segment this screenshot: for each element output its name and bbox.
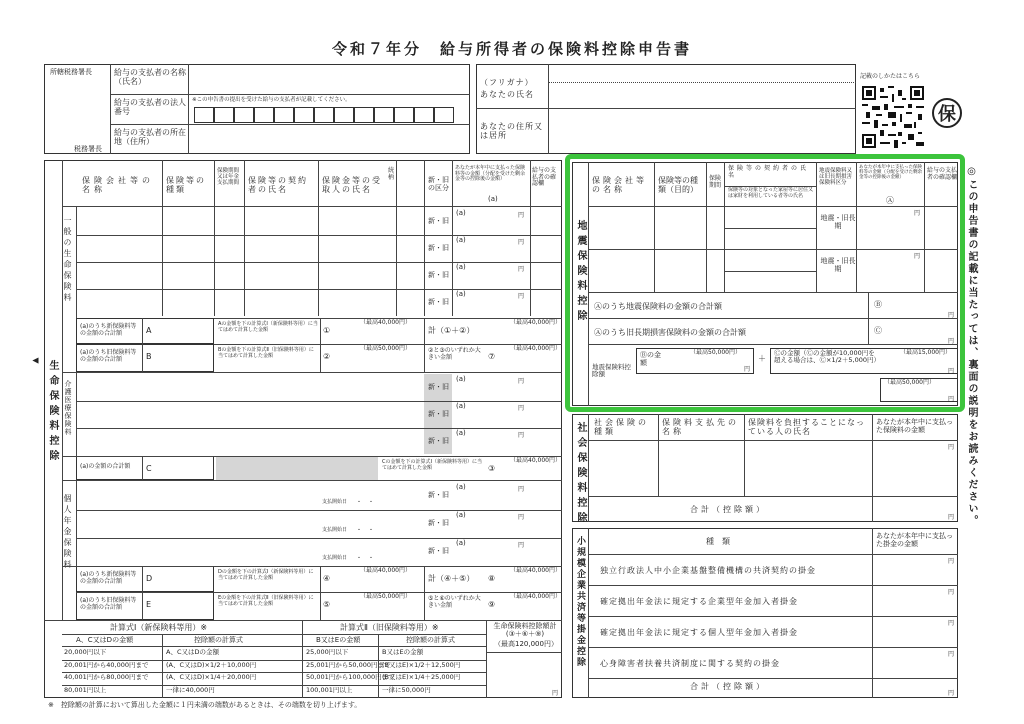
social-section-title: 社会保険料控除: [575, 422, 586, 527]
max-40000-6: （最高40,000円）: [510, 567, 561, 574]
smallbiz-item-yen: 円: [948, 620, 955, 627]
general-row-new-old[interactable]: 新・旧: [428, 244, 449, 252]
life-h-amount: あなたが本年中に支払った保険料等の金額（分配を受けた剰余金等の控除後の金額）: [455, 165, 526, 182]
circ-1: ①: [323, 326, 331, 335]
formula1-calc: (A、C又はD)×1/4＋20,000円: [166, 673, 257, 681]
care-row-new-old[interactable]: 新・旧: [428, 410, 449, 418]
label-d: D: [146, 574, 153, 583]
smallbiz-item: 独立行政法人中小企業基盤整備機構の共済契約の掛金: [600, 566, 816, 575]
pension-a-mark: (a): [456, 511, 466, 519]
eq-h-check: 給与の支払者の確認欄: [927, 167, 958, 181]
max-40000-1: （最高40,000円）: [360, 319, 411, 326]
max-50000-2: （最高50,000円）: [360, 593, 411, 600]
circ-4: ④: [323, 574, 331, 583]
eq-h-insured: 保険等の対象となった家屋等に居住又は家財を利用している者等の氏名: [728, 187, 814, 199]
eq-h-contractor: 保険等の契約者の氏名: [728, 165, 810, 179]
eq-kind-option[interactable]: 地震・旧長期: [820, 257, 856, 274]
formula-total-label: 生命保険料控除額計(③＋⑥＋⑨): [493, 622, 557, 639]
qr-code-icon[interactable]: [862, 86, 924, 148]
general-row-a-mark: (a): [456, 209, 466, 217]
formula1-calc: A、C又はDの金額: [166, 648, 219, 656]
social-h-burden: 保険料を負担することになっている人の氏名: [748, 418, 865, 437]
pension-yen: 円: [518, 486, 525, 493]
social-h-kind: 社会保険の種類: [594, 418, 649, 437]
life-h-contractor: 保険等の契約者の氏名: [248, 176, 308, 195]
circ-8: ⑧: [488, 574, 496, 583]
max-40000-3: （最高40,000円）: [510, 345, 561, 352]
life-h-receiver: 保険金等の受取人の氏名: [322, 176, 382, 195]
general-row-new-old[interactable]: 新・旧: [428, 298, 449, 306]
formula-total-yen: 円: [552, 690, 559, 697]
eq-sum-b-yen: 円: [948, 312, 955, 319]
smallbiz-item: 確定拠出年金法に規定する企業型年金加入者掛金: [600, 597, 798, 606]
payer-number-digit[interactable]: [234, 107, 254, 123]
formula-total-max: （最高120,000円）: [494, 640, 558, 648]
smallbiz-total-yen: 円: [948, 690, 955, 697]
tax-office-label: 所轄税務署長: [50, 68, 92, 76]
care-row-a-mark: (a): [456, 402, 466, 410]
circ-3: ③: [488, 464, 496, 473]
formula1-calc: 一律に40,000円: [166, 685, 215, 694]
care-row-new-old[interactable]: 新・旧: [428, 437, 449, 445]
care-row-a-mark: (a): [456, 429, 466, 437]
care-row-new-old[interactable]: 新・旧: [428, 383, 449, 391]
payer-number-digit[interactable]: [314, 107, 334, 123]
payer-number-boxes[interactable]: [194, 107, 464, 123]
circ-2: ②: [323, 352, 331, 361]
care-row-yen: 円: [518, 432, 525, 439]
eq-sum-c-yen: 円: [948, 338, 955, 345]
circ-7: ⑦: [488, 352, 496, 361]
label-e: E: [146, 600, 152, 609]
eq-row-yen: 円: [914, 253, 921, 260]
formula-title-2: 計算式Ⅱ（旧保険料等用）※: [340, 623, 439, 632]
general-row-yen: 円: [518, 266, 525, 273]
eq-total-max: （最高50,000円）: [884, 379, 935, 386]
eq-sum-c-mark: Ⓒ: [874, 326, 882, 335]
circ-5: ⑤: [323, 600, 331, 609]
general-row-yen: 円: [518, 293, 525, 300]
eq-h-kind: 地震保険料又は旧長期損害保険料区分: [819, 168, 853, 187]
circ-9: ⑨: [488, 600, 496, 609]
payer-number-digit[interactable]: [434, 107, 454, 123]
eq-total-yen: 円: [948, 396, 955, 403]
life-h-type: 保険等の種類: [166, 176, 206, 195]
sum-e-old: (a)のうち旧保険料等の金額の合計額: [80, 597, 137, 611]
max-50000-1: （最高50,000円）: [360, 345, 411, 352]
label-c: C: [146, 464, 152, 473]
sum-a-new: (a)のうち新保険料等の金額の合計額: [80, 323, 137, 337]
smallbiz-item-yen: 円: [948, 651, 955, 658]
general-row-new-old[interactable]: 新・旧: [428, 271, 449, 279]
calc-d-new: Dの金額を下の計算式Ⅰ（新保険料等用）に当てはめて計算した金額: [218, 569, 314, 581]
your-address-label: あなたの住所又は居所: [480, 122, 543, 141]
max-40000-7: （最高40,000円）: [510, 593, 561, 600]
social-row-yen: 円: [948, 444, 955, 451]
social-total-yen: 円: [948, 514, 955, 521]
life-h-new-old: 新・旧の区分: [428, 176, 449, 193]
formula1-range: 80,001円以上: [64, 685, 107, 694]
sum-d-new: (a)のうち新保険料等の金額の合計額: [80, 571, 137, 585]
life-care-label: 介護医療保険料: [64, 380, 72, 436]
care-sum: (a)の金額の合計額: [80, 463, 131, 470]
pension-start-date: 支払開始日: [322, 527, 348, 533]
formula2-range: 100,001円以上: [306, 685, 353, 694]
pension-ymd: ・ ・: [356, 527, 375, 534]
total-4-5: 計（④＋⑤）: [428, 574, 475, 583]
eq-deduction: 地震保険料控除額: [592, 363, 631, 379]
payer-number-digit[interactable]: [374, 107, 394, 123]
eq-c-formula: Ⓒの金額（Ⓒの金額が10,000円を超える場合は、Ⓒ×1/2＋5,000円）: [774, 349, 881, 365]
formula1-calc: (A、C又はD)×1/2＋10,000円: [166, 660, 257, 669]
qr-caption: 記載のしかたはこちら: [860, 73, 921, 80]
formula1-range: 20,000円以下: [64, 648, 107, 656]
max-40000-5: （最高40,000円）: [360, 567, 411, 574]
footnote: ※ 控除額の計算において算出した金額に１円未満の端数があるときは、その端数を切り上げます。: [48, 701, 362, 709]
pension-start-date: 支払開始日: [322, 555, 348, 561]
payer-address-label: 給与の支払者の所在地（住所）: [114, 128, 186, 147]
payer-name-label: 給与の支払者の名称（氏名）: [114, 68, 186, 87]
general-row-a-mark: (a): [456, 236, 466, 244]
payer-number-digit[interactable]: [274, 107, 294, 123]
eq-h-type: 保険等の種類（目的）: [658, 176, 698, 195]
social-h-payee: 保険料支払先の名称: [662, 418, 739, 437]
pension-a-mark: (a): [456, 539, 466, 547]
tax-office-suffix: 税務署長: [74, 145, 102, 153]
eq-sum-c: Ⓐのうち旧長期損害保険料の金額の合計額: [594, 328, 746, 337]
pension-yen: 円: [518, 514, 525, 521]
formula-h2b: 控除額の計算式: [406, 636, 455, 644]
smallbiz-item-yen: 円: [948, 558, 955, 565]
compare-5-6: ⑤と⑥のいずれか大きい金額: [428, 595, 481, 609]
general-row-yen: 円: [518, 239, 525, 246]
formula2-calc: 一律に50,000円: [382, 685, 431, 694]
smallbiz-item: 確定拠出年金法に規定する個人型年金加入者掛金: [600, 628, 798, 637]
eq-plus: ＋: [758, 354, 766, 363]
eq-row-yen: 円: [914, 210, 921, 217]
general-row-new-old[interactable]: 新・旧: [428, 217, 449, 225]
calc-care: Cの金額を下の計算式Ⅰ（新保険料等用）に当てはめて計算した金額: [382, 459, 482, 471]
payer-number-note: ※この申告書の提出を受けた給与の支払者が記載してください。: [192, 97, 351, 103]
pension-a-mark: (a): [456, 483, 466, 491]
eq-sum-b-mark: Ⓑ: [874, 300, 882, 309]
label-b: B: [146, 352, 152, 361]
formula2-calc: (B又はE)×1/2＋12,500円: [382, 660, 461, 669]
smallbiz-h-amount: あなたが本年中に支払った掛金の金額: [876, 532, 953, 549]
life-section-title: 生命保険料控除: [47, 360, 58, 465]
smallbiz-section-title: 小規模企業共済等掛金控除: [575, 536, 585, 668]
side-note: ◎この申告書の記載に当たっては、裏面の説明をお読みください。: [966, 166, 977, 527]
calc1-new: Aの金額を下の計算式Ⅰ（新保険料等用）に当てはめて計算した金額: [218, 321, 318, 333]
formula1-range: 20,001円から40,000円まで: [64, 660, 149, 669]
general-row-a-mark: (a): [456, 290, 466, 298]
eq-h-amount: あなたが本年中に支払った保険料等の金額（分配を受けた剰余金等の控除後の金額）: [859, 165, 922, 180]
pension-new-old[interactable]: 新・旧: [428, 491, 449, 499]
smallbiz-h-kind: 種類: [706, 537, 738, 546]
formula-h1b: 控除額の計算式: [194, 636, 243, 644]
eq-h-period: 保険期間: [709, 175, 722, 189]
max-40000-2: （最高40,000円）: [510, 319, 561, 326]
eq-kind-option[interactable]: 地震・旧長期: [820, 214, 856, 231]
eq-b-amount: Ⓑの金額: [640, 351, 661, 367]
eq-h-amount-mark: Ⓐ: [886, 196, 894, 205]
payer-number-label: 給与の支払者の法人番号: [114, 98, 186, 117]
life-h-company: 保険会社等の名称: [82, 176, 154, 195]
eq-sum-b: Ⓐのうち地震保険料の金額の合計額: [594, 302, 722, 311]
social-total: 合計（控除額）: [690, 505, 767, 514]
pension-new-old[interactable]: 新・旧: [428, 547, 449, 555]
eq-c-yen: 円: [948, 368, 955, 375]
life-general-label: 一般の生命保険料: [63, 216, 72, 304]
sum-b-old: (a)のうち旧保険料等の金額の合計額: [80, 349, 137, 363]
furigana-label: （フリガナ）: [480, 78, 534, 87]
formula2-calc: B又はEの金額: [382, 648, 424, 656]
life-h-period: 保険期間又は年金支払期間: [217, 168, 240, 187]
social-h-amount: あなたが本年中に支払った保険料の金額: [876, 418, 953, 435]
pension-ymd: ・ ・: [356, 499, 375, 506]
payer-number-digit[interactable]: [194, 107, 214, 123]
care-row-yen: 円: [518, 405, 525, 412]
general-row-yen: 円: [518, 212, 525, 219]
formula-title-1: 計算式Ⅰ（新保険料等用）※: [110, 623, 208, 632]
highlight-frame: [565, 154, 965, 412]
your-name-label: あなたの氏名: [480, 90, 534, 99]
side-arrow-icon: ▲: [30, 357, 40, 364]
label-a: A: [146, 326, 152, 335]
form-title: 令和７年分 給与所得者の保険料控除申告書: [331, 40, 692, 58]
smallbiz-item-yen: 円: [948, 589, 955, 596]
eq-c-max: （最高15,000円）: [900, 349, 951, 356]
life-h-amount-a: (a): [488, 195, 498, 203]
total-1-2: 計（①＋②）: [428, 326, 475, 335]
pension-ymd: ・ ・: [356, 555, 375, 562]
formula2-range: 50,001円から100,000円まで: [306, 673, 395, 681]
payer-number-digit[interactable]: [394, 107, 414, 123]
payer-number-digit[interactable]: [414, 107, 434, 123]
formula2-range: 25,000円以下: [306, 648, 349, 656]
formula2-calc: (B又はE)×1/4＋25,000円: [382, 673, 461, 681]
pension-start-date: 支払開始日: [322, 499, 348, 505]
pension-new-old[interactable]: 新・旧: [428, 519, 449, 527]
max-40000-4: （最高40,000円）: [510, 457, 561, 464]
eq-h-company: 保険会社等の名称: [592, 176, 647, 195]
smallbiz-total: 合計（控除額）: [690, 682, 767, 691]
smallbiz-item: 心身障害者扶養共済制度に関する契約の掛金: [600, 659, 780, 668]
pension-yen: 円: [518, 542, 525, 549]
life-pension-label: 個人年金保険料: [63, 494, 72, 571]
life-h-check: 給与の支払者の確認欄: [532, 167, 557, 188]
eq-b-yen: 円: [744, 366, 751, 373]
life-h-rel: 続柄: [388, 167, 395, 181]
calc-e-old: Eの金額を下の計算式Ⅱ（旧保険料等用）に当てはめて計算した金額: [218, 595, 314, 607]
formula-h2a: B又はEの金額: [316, 636, 361, 644]
earthquake-section-title: 地震保険料控除: [575, 220, 586, 325]
insurance-seal-icon: 保: [932, 98, 962, 128]
eq-b-max: （最高50,000円）: [690, 349, 741, 356]
general-row-a-mark: (a): [456, 263, 466, 271]
care-row-yen: 円: [518, 378, 525, 385]
payer-number-digit[interactable]: [254, 107, 274, 123]
calc2-old: Bの金額を下の計算式Ⅱ（旧保険料等用）に当てはめて計算した金額: [218, 347, 314, 359]
formula2-range: 25,001円から50,000円まで: [306, 660, 391, 669]
payer-number-digit[interactable]: [214, 107, 234, 123]
payer-number-digit[interactable]: [354, 107, 374, 123]
formula-h1a: A、C又はDの金額: [76, 636, 134, 644]
payer-number-digit[interactable]: [334, 107, 354, 123]
care-row-a-mark: (a): [456, 375, 466, 383]
payer-number-digit[interactable]: [294, 107, 314, 123]
compare-2-3: ②と③のいずれか大きい金額: [428, 347, 481, 361]
formula1-range: 40,001円から80,000円まで: [64, 673, 149, 681]
